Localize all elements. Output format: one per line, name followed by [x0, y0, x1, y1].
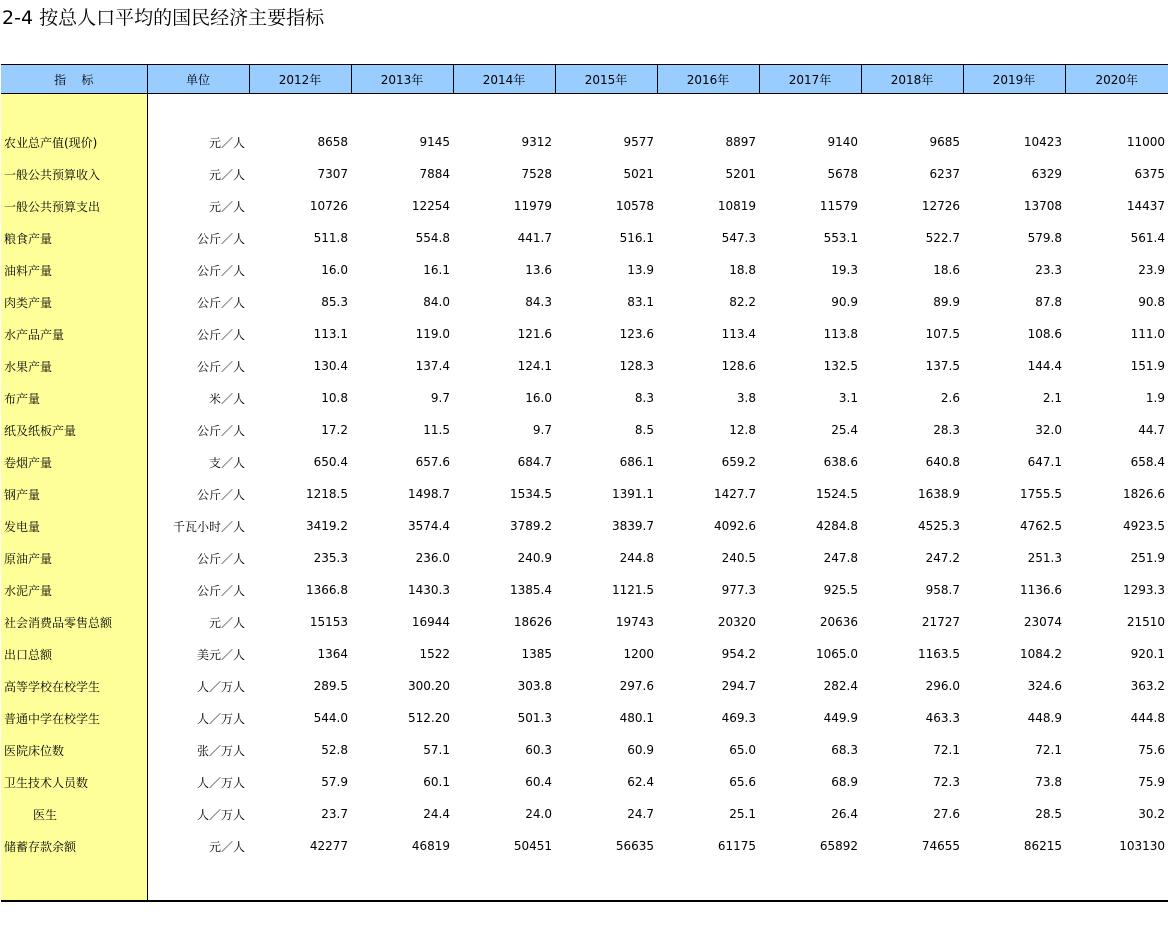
row-value-cell: 300.20 — [408, 679, 450, 693]
row-value-cell: 925.5 — [823, 583, 858, 597]
row-value-cell: 23.3 — [1035, 263, 1062, 277]
row-value-cell: 247.8 — [823, 551, 858, 565]
row-value-cell: 1385.4 — [510, 583, 552, 597]
row-value-cell: 28.3 — [933, 423, 960, 437]
row-unit: 人／万人 — [196, 711, 245, 726]
row-value-cell: 363.2 — [1130, 679, 1165, 693]
table-row — [1, 542, 1168, 574]
row-value-cell: 954.2 — [721, 647, 756, 661]
row-value-cell: 1427.7 — [714, 487, 756, 501]
table-row — [1, 190, 1168, 222]
table-row — [1, 286, 1168, 318]
spacer-cell — [147, 94, 1168, 127]
row-value-cell: 113.1 — [313, 327, 348, 341]
row-value-cell: 46819 — [411, 839, 450, 853]
table-row — [1, 670, 1168, 702]
row-value-cell: 235.3 — [313, 551, 348, 565]
row-unit: 千瓦小时／人 — [172, 519, 245, 534]
row-indicator-name: 钢产量 — [1, 478, 147, 510]
row-value-cell: 113.4 — [721, 327, 756, 341]
row-unit: 公斤／人 — [196, 423, 245, 438]
row-value-cell: 25.1 — [729, 807, 756, 821]
row-value-cell: 52.8 — [321, 743, 348, 757]
row-value-cell: 8.3 — [634, 391, 654, 405]
row-unit: 张／万人 — [196, 743, 245, 758]
row-indicator-name: 一般公共预算支出 — [1, 190, 147, 222]
row-value-cell: 18.6 — [933, 263, 960, 277]
row-unit: 公斤／人 — [196, 359, 245, 374]
row-value-cell: 144.4 — [1027, 359, 1062, 373]
row-value-cell: 4923.5 — [1123, 519, 1165, 533]
row-value-cell: 920.1 — [1130, 647, 1165, 661]
row-value-cell: 522.7 — [925, 231, 960, 245]
row-value-cell: 1163.5 — [918, 647, 960, 661]
row-value-cell: 19.3 — [831, 263, 858, 277]
row-unit: 元／人 — [208, 199, 245, 214]
row-value-cell: 449.9 — [823, 711, 858, 725]
row-value-cell: 659.2 — [721, 455, 756, 469]
row-value-cell: 121.6 — [517, 327, 552, 341]
row-value-cell: 24.7 — [627, 807, 654, 821]
row-value-cell: 4092.6 — [714, 519, 756, 533]
spacer-cell — [1, 94, 147, 127]
row-value-cell: 61175 — [717, 839, 756, 853]
header-year: 2019年 — [963, 65, 1065, 94]
table-row — [1, 318, 1168, 350]
row-value-cell: 9577 — [623, 135, 654, 149]
header-indicator: 指 标 — [1, 65, 147, 94]
row-value-cell: 7884 — [419, 167, 450, 181]
spacer-cell — [1, 862, 147, 900]
row-value-cell: 12726 — [921, 199, 960, 213]
row-value-cell: 444.8 — [1130, 711, 1165, 725]
row-value-cell: 85.3 — [321, 295, 348, 309]
row-value-cell: 8.5 — [634, 423, 654, 437]
row-value-cell: 72.1 — [933, 743, 960, 757]
header-year: 2020年 — [1065, 65, 1168, 94]
row-value-cell: 684.7 — [517, 455, 552, 469]
row-value-cell: 84.0 — [423, 295, 450, 309]
row-value-cell: 25.4 — [831, 423, 858, 437]
row-indicator-name: 油料产量 — [1, 254, 147, 286]
row-indicator-name: 卫生技术人员数 — [1, 766, 147, 798]
row-value-cell: 324.6 — [1027, 679, 1062, 693]
row-value-cell: 68.3 — [831, 743, 858, 757]
row-value-cell: 72.1 — [1035, 743, 1062, 757]
row-value-cell: 244.8 — [619, 551, 654, 565]
row-value-cell: 561.4 — [1130, 231, 1165, 245]
table-row — [1, 382, 1168, 414]
row-value-cell: 1364 — [317, 647, 348, 661]
row-indicator-name: 普通中学在校学生 — [1, 702, 147, 734]
row-indicator-name: 农业总产值(现价) — [1, 126, 147, 158]
row-value-cell: 3.8 — [736, 391, 756, 405]
row-value-cell: 3789.2 — [510, 519, 552, 533]
row-value-cell: 65.6 — [729, 775, 756, 789]
row-value-cell: 8658 — [317, 135, 348, 149]
row-value-cell: 4762.5 — [1020, 519, 1062, 533]
row-value-cell: 12254 — [411, 199, 450, 213]
row-value-cell: 1826.6 — [1123, 487, 1165, 501]
row-value-cell: 289.5 — [313, 679, 348, 693]
row-value-cell: 65.0 — [729, 743, 756, 757]
row-unit: 元／人 — [208, 135, 245, 150]
table-body — [1, 94, 1168, 901]
table-row — [1, 734, 1168, 766]
row-unit: 支／人 — [208, 455, 245, 470]
row-value-cell: 10578 — [615, 199, 654, 213]
row-value-cell: 463.3 — [925, 711, 960, 725]
row-value-cell: 1430.3 — [408, 583, 450, 597]
row-value-cell: 18.8 — [729, 263, 756, 277]
row-value-cell: 57.1 — [423, 743, 450, 757]
row-value-cell: 84.3 — [525, 295, 552, 309]
row-value-cell: 638.6 — [823, 455, 858, 469]
row-value-cell: 1.9 — [1145, 391, 1165, 405]
header-year: 2016年 — [657, 65, 759, 94]
row-value-cell: 16.0 — [321, 263, 348, 277]
table-row — [1, 446, 1168, 478]
row-value-cell: 23074 — [1023, 615, 1062, 629]
row-value-cell: 13708 — [1023, 199, 1062, 213]
row-value-cell: 5201 — [725, 167, 756, 181]
row-value-cell: 9140 — [827, 135, 858, 149]
row-value-cell: 9312 — [521, 135, 552, 149]
row-value-cell: 62.4 — [627, 775, 654, 789]
row-unit: 公斤／人 — [196, 487, 245, 502]
indicator-table — [1, 65, 1168, 900]
row-value-cell: 1136.6 — [1020, 583, 1062, 597]
row-value-cell: 89.9 — [933, 295, 960, 309]
row-indicator-name: 纸及纸板产量 — [1, 414, 147, 446]
table-row — [1, 414, 1168, 446]
row-unit: 公斤／人 — [196, 551, 245, 566]
row-value-cell: 26.4 — [831, 807, 858, 821]
header-year: 2015年 — [555, 65, 657, 94]
row-value-cell: 516.1 — [619, 231, 654, 245]
table-row — [1, 222, 1168, 254]
row-value-cell: 236.0 — [415, 551, 450, 565]
row-value-cell: 2.6 — [940, 391, 960, 405]
row-value-cell: 10726 — [309, 199, 348, 213]
row-value-cell: 1065.0 — [816, 647, 858, 661]
row-value-cell: 6237 — [929, 167, 960, 181]
row-value-cell: 469.3 — [721, 711, 756, 725]
row-value-cell: 9.7 — [430, 391, 450, 405]
row-value-cell: 9685 — [929, 135, 960, 149]
row-value-cell: 56635 — [615, 839, 654, 853]
row-unit: 人／万人 — [196, 775, 245, 790]
row-unit: 元／人 — [208, 839, 245, 854]
row-value-cell: 657.6 — [415, 455, 450, 469]
row-value-cell: 647.1 — [1027, 455, 1062, 469]
row-value-cell: 441.7 — [517, 231, 552, 245]
row-value-cell: 1498.7 — [408, 487, 450, 501]
row-unit: 人／万人 — [196, 807, 245, 822]
row-value-cell: 83.1 — [627, 295, 654, 309]
row-indicator-name: 一般公共预算收入 — [1, 158, 147, 190]
row-value-cell: 2.1 — [1042, 391, 1062, 405]
row-value-cell: 13.6 — [525, 263, 552, 277]
row-unit: 公斤／人 — [196, 231, 245, 246]
row-value-cell: 10819 — [717, 199, 756, 213]
row-value-cell: 579.8 — [1027, 231, 1062, 245]
spacer-row — [1, 94, 1168, 127]
row-value-cell: 296.0 — [925, 679, 960, 693]
row-value-cell: 124.1 — [517, 359, 552, 373]
row-value-cell: 128.3 — [619, 359, 654, 373]
row-value-cell: 113.8 — [823, 327, 858, 341]
row-value-cell: 21510 — [1126, 615, 1165, 629]
row-indicator-name: 水果产量 — [1, 350, 147, 382]
row-value-cell: 123.6 — [619, 327, 654, 341]
row-value-cell: 282.4 — [823, 679, 858, 693]
row-value-cell: 6375 — [1134, 167, 1165, 181]
row-value-cell: 480.1 — [619, 711, 654, 725]
row-value-cell: 103130 — [1119, 839, 1165, 853]
row-value-cell: 27.6 — [933, 807, 960, 821]
row-value-cell: 297.6 — [619, 679, 654, 693]
row-value-cell: 130.4 — [313, 359, 348, 373]
row-value-cell: 23.7 — [321, 807, 348, 821]
table-row — [1, 830, 1168, 862]
row-value-cell: 7307 — [317, 167, 348, 181]
row-value-cell: 1366.8 — [306, 583, 348, 597]
row-value-cell: 512.20 — [408, 711, 450, 725]
row-value-cell: 3574.4 — [408, 519, 450, 533]
row-indicator-name: 储蓄存款余额 — [1, 830, 147, 862]
row-value-cell: 251.9 — [1130, 551, 1165, 565]
row-value-cell: 1755.5 — [1020, 487, 1062, 501]
row-value-cell: 108.6 — [1027, 327, 1062, 341]
spacer-row — [1, 862, 1168, 900]
row-indicator-name: 水产品产量 — [1, 318, 147, 350]
row-value-cell: 16.1 — [423, 263, 450, 277]
row-unit: 米／人 — [208, 391, 245, 406]
row-value-cell: 240.5 — [721, 551, 756, 565]
row-value-cell: 82.2 — [729, 295, 756, 309]
spacer-cell — [147, 862, 1168, 900]
row-unit: 公斤／人 — [196, 263, 245, 278]
row-unit: 人／万人 — [196, 679, 245, 694]
row-value-cell: 5021 — [623, 167, 654, 181]
row-value-cell: 9.7 — [532, 423, 552, 437]
header-year: 2017年 — [759, 65, 861, 94]
row-value-cell: 553.1 — [823, 231, 858, 245]
row-value-cell: 3419.2 — [306, 519, 348, 533]
table-row — [1, 254, 1168, 286]
row-value-cell: 11979 — [513, 199, 552, 213]
header-row — [1, 65, 1168, 94]
header-year: 2013年 — [351, 65, 453, 94]
row-value-cell: 7528 — [521, 167, 552, 181]
row-value-cell: 686.1 — [619, 455, 654, 469]
row-value-cell: 60.3 — [525, 743, 552, 757]
row-value-cell: 128.6 — [721, 359, 756, 373]
row-value-cell: 3.1 — [838, 391, 858, 405]
row-indicator-name: 医院床位数 — [1, 734, 147, 766]
row-value-cell: 501.3 — [517, 711, 552, 725]
row-value-cell: 640.8 — [925, 455, 960, 469]
row-indicator-name: 社会消费品零售总额 — [1, 606, 147, 638]
row-value-cell: 251.3 — [1027, 551, 1062, 565]
row-value-cell: 28.5 — [1035, 807, 1062, 821]
row-unit: 元／人 — [208, 615, 245, 630]
row-value-cell: 4284.8 — [816, 519, 858, 533]
row-value-cell: 137.4 — [415, 359, 450, 373]
row-value-cell: 90.9 — [831, 295, 858, 309]
row-value-cell: 247.2 — [925, 551, 960, 565]
row-value-cell: 13.9 — [627, 263, 654, 277]
row-indicator-name: 水泥产量 — [1, 574, 147, 606]
table-row — [1, 574, 1168, 606]
row-value-cell: 1121.5 — [612, 583, 654, 597]
row-value-cell: 20320 — [717, 615, 756, 629]
table-row — [1, 478, 1168, 510]
row-value-cell: 42277 — [309, 839, 348, 853]
row-value-cell: 107.5 — [925, 327, 960, 341]
row-value-cell: 18626 — [513, 615, 552, 629]
row-indicator-name: 肉类产量 — [1, 286, 147, 318]
row-value-cell: 448.9 — [1027, 711, 1062, 725]
row-value-cell: 16944 — [411, 615, 450, 629]
row-value-cell: 544.0 — [313, 711, 348, 725]
row-indicator-name: 布产量 — [1, 382, 147, 414]
row-value-cell: 75.9 — [1138, 775, 1165, 789]
row-value-cell: 57.9 — [321, 775, 348, 789]
row-value-cell: 60.1 — [423, 775, 450, 789]
row-value-cell: 8897 — [725, 135, 756, 149]
row-value-cell: 12.8 — [729, 423, 756, 437]
row-indicator-name: 发电量 — [1, 510, 147, 542]
row-value-cell: 17.2 — [321, 423, 348, 437]
row-value-cell: 60.9 — [627, 743, 654, 757]
table-row — [1, 766, 1168, 798]
row-unit: 公斤／人 — [196, 295, 245, 310]
row-value-cell: 137.5 — [925, 359, 960, 373]
row-unit: 美元／人 — [196, 647, 245, 662]
row-value-cell: 1391.1 — [612, 487, 654, 501]
row-value-cell: 650.4 — [313, 455, 348, 469]
row-value-cell: 11.5 — [423, 423, 450, 437]
row-value-cell: 1638.9 — [918, 487, 960, 501]
row-value-cell: 4525.3 — [918, 519, 960, 533]
row-indicator-name: 粮食产量 — [1, 222, 147, 254]
row-value-cell: 11000 — [1126, 135, 1165, 149]
table-row — [1, 510, 1168, 542]
row-value-cell: 658.4 — [1130, 455, 1165, 469]
row-value-cell: 90.8 — [1138, 295, 1165, 309]
row-value-cell: 1534.5 — [510, 487, 552, 501]
row-value-cell: 132.5 — [823, 359, 858, 373]
row-unit: 公斤／人 — [196, 327, 245, 342]
row-value-cell: 10.8 — [321, 391, 348, 405]
row-value-cell: 23.9 — [1138, 263, 1165, 277]
row-unit: 公斤／人 — [196, 583, 245, 598]
row-value-cell: 977.3 — [721, 583, 756, 597]
row-value-cell: 1385 — [521, 647, 552, 661]
row-value-cell: 19743 — [615, 615, 654, 629]
row-unit: 元／人 — [208, 167, 245, 182]
row-value-cell: 119.0 — [415, 327, 450, 341]
row-value-cell: 1218.5 — [306, 487, 348, 501]
row-value-cell: 21727 — [921, 615, 960, 629]
row-value-cell: 1200 — [623, 647, 654, 661]
row-value-cell: 958.7 — [925, 583, 960, 597]
row-value-cell: 1524.5 — [816, 487, 858, 501]
row-value-cell: 20636 — [819, 615, 858, 629]
row-indicator-name: 医生 — [1, 798, 147, 830]
row-value-cell: 24.0 — [525, 807, 552, 821]
row-value-cell: 24.4 — [423, 807, 450, 821]
row-value-cell: 14437 — [1126, 199, 1165, 213]
header-year: 2014年 — [453, 65, 555, 94]
table-row — [1, 798, 1168, 830]
table-row — [1, 350, 1168, 382]
table-row — [1, 126, 1168, 158]
row-value-cell: 65892 — [819, 839, 858, 853]
row-value-cell: 86215 — [1023, 839, 1062, 853]
row-value-cell: 60.4 — [525, 775, 552, 789]
row-value-cell: 294.7 — [721, 679, 756, 693]
indicator-table-container — [1, 64, 1168, 902]
header-unit: 单位 — [147, 65, 249, 94]
table-row — [1, 702, 1168, 734]
row-value-cell: 3839.7 — [612, 519, 654, 533]
row-value-cell: 15153 — [309, 615, 348, 629]
table-row — [1, 158, 1168, 190]
row-value-cell: 5678 — [827, 167, 858, 181]
row-value-cell: 75.6 — [1138, 743, 1165, 757]
row-value-cell: 30.2 — [1138, 807, 1165, 821]
row-value-cell: 74655 — [921, 839, 960, 853]
row-value-cell: 151.9 — [1130, 359, 1165, 373]
row-value-cell: 303.8 — [517, 679, 552, 693]
row-value-cell: 240.9 — [517, 551, 552, 565]
row-value-cell: 10423 — [1023, 135, 1062, 149]
row-value-cell: 16.0 — [525, 391, 552, 405]
row-value-cell: 11579 — [819, 199, 858, 213]
row-value-cell: 44.7 — [1138, 423, 1165, 437]
row-value-cell: 554.8 — [415, 231, 450, 245]
row-value-cell: 547.3 — [721, 231, 756, 245]
table-row — [1, 638, 1168, 670]
row-value-cell: 72.3 — [933, 775, 960, 789]
row-value-cell: 6329 — [1031, 167, 1062, 181]
row-indicator-name: 卷烟产量 — [1, 446, 147, 478]
row-value-cell: 9145 — [419, 135, 450, 149]
row-indicator-name: 出口总额 — [1, 638, 147, 670]
row-value-cell: 1522 — [419, 647, 450, 661]
row-value-cell: 68.9 — [831, 775, 858, 789]
header-year: 2012年 — [249, 65, 351, 94]
row-value-cell: 511.8 — [313, 231, 348, 245]
row-indicator-name: 原油产量 — [1, 542, 147, 574]
table-row — [1, 606, 1168, 638]
row-value-cell: 1293.3 — [1123, 583, 1165, 597]
row-value-cell: 111.0 — [1130, 327, 1165, 341]
row-value-cell: 73.8 — [1035, 775, 1062, 789]
row-value-cell: 1084.2 — [1020, 647, 1062, 661]
row-indicator-name: 高等学校在校学生 — [1, 670, 147, 702]
row-value-cell: 50451 — [513, 839, 552, 853]
page-title: 2-4 按总人口平均的国民经济主要指标 — [2, 7, 325, 29]
header-year: 2018年 — [861, 65, 963, 94]
row-value-cell: 87.8 — [1035, 295, 1062, 309]
row-value-cell: 32.0 — [1035, 423, 1062, 437]
